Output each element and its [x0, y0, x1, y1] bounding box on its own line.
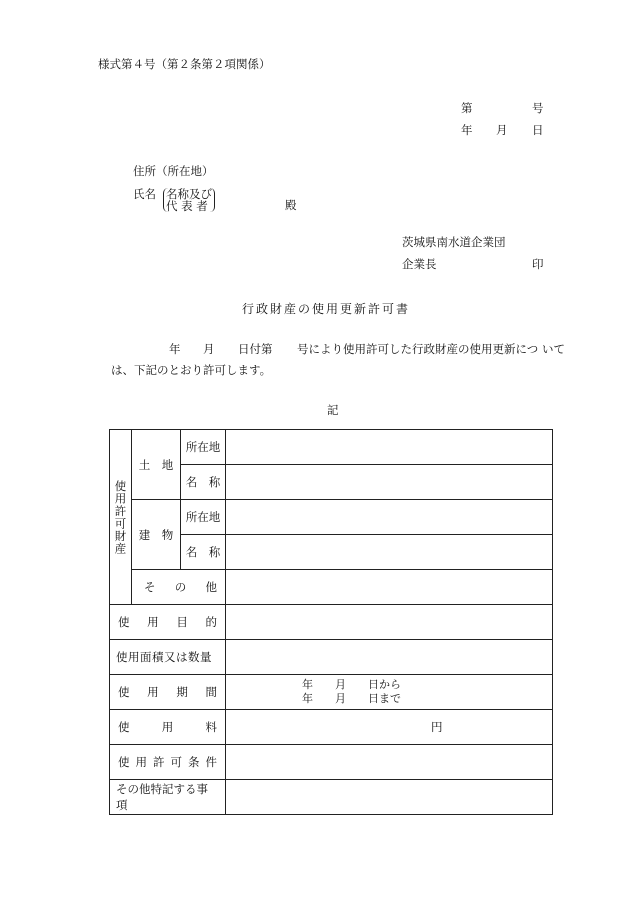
- land-location-label: 所在地: [185, 440, 221, 454]
- purpose-char-3: 目: [176, 615, 188, 629]
- building-location-value[interactable]: [226, 500, 553, 535]
- property-header-cell: [110, 430, 132, 605]
- name-sub-1: 名称及び: [166, 187, 212, 201]
- building-label: 建 物: [138, 527, 174, 542]
- table-row: [110, 430, 553, 465]
- period-char-2: 用: [147, 685, 159, 699]
- conditions-value[interactable]: [226, 745, 553, 780]
- land-cell: [132, 430, 181, 500]
- period-char-4: 間: [205, 685, 217, 699]
- body-month: 月: [203, 342, 215, 356]
- area-value[interactable]: [226, 640, 553, 675]
- name-label: 氏名: [133, 187, 156, 201]
- other-char-3: 他: [205, 580, 217, 594]
- purpose-value[interactable]: [226, 605, 553, 640]
- conditions-char-2: 用: [135, 755, 147, 769]
- table-row: [110, 605, 553, 640]
- purpose-label-cell: [110, 605, 226, 640]
- other-notes-label: その他特記する事項: [116, 782, 208, 812]
- land-location-value[interactable]: [226, 430, 553, 465]
- fee-value[interactable]: [226, 710, 553, 745]
- fee-char-1: 使: [118, 720, 130, 734]
- body-dated: 日付第: [238, 342, 273, 356]
- table-row: [110, 780, 553, 815]
- land-name-value[interactable]: [226, 465, 553, 500]
- body-year: 年: [169, 342, 181, 356]
- other-char-2: の: [174, 580, 187, 594]
- header-go: 号: [532, 101, 544, 115]
- area-label-cell: [110, 640, 226, 675]
- conditions-char-4: 可: [170, 755, 182, 769]
- table-row: [110, 675, 553, 710]
- address-label: 住所（所在地）: [133, 164, 214, 178]
- other-label-cell: [132, 570, 226, 605]
- building-cell: [132, 500, 181, 570]
- other-char-1: そ: [144, 580, 156, 594]
- land-name-label: 名 称: [185, 475, 221, 489]
- form-number: 様式第４号（第２条第２項関係）: [98, 57, 271, 71]
- issuer-seal: 印: [532, 257, 544, 271]
- table-row: [110, 745, 553, 780]
- honorific: 殿: [285, 198, 297, 212]
- period-value[interactable]: [226, 675, 553, 710]
- building-name-label-cell: [181, 535, 226, 570]
- period-char-3: 期: [176, 685, 188, 699]
- conditions-label-cell: [110, 745, 226, 780]
- land-location-label-cell: [181, 430, 226, 465]
- period-label-cell: [110, 675, 226, 710]
- land-name-label-cell: [181, 465, 226, 500]
- other-notes-value[interactable]: [226, 780, 553, 815]
- fee-char-3: 料: [205, 720, 217, 734]
- name-sub-2: 代 表 者: [166, 199, 208, 213]
- body-text-2: は、下記のとおり許可します。: [111, 363, 272, 377]
- header-dai: 第: [461, 101, 473, 115]
- fee-unit: 円: [431, 720, 443, 734]
- building-location-label-cell: [181, 500, 226, 535]
- other-notes-label-cell: [110, 780, 226, 815]
- purpose-char-4: 的: [205, 615, 217, 629]
- header-year: 年: [461, 123, 473, 137]
- table-row: [110, 500, 553, 535]
- period-from: 年 月 日から: [302, 678, 401, 691]
- fee-label-cell: [110, 710, 226, 745]
- issuer-org: 茨城県南水道企業団: [402, 235, 506, 249]
- period-char-1: 使: [118, 685, 130, 699]
- ki-heading: 記: [327, 403, 339, 417]
- table-row: [110, 570, 553, 605]
- name-sub-group: [163, 188, 215, 212]
- body-text-1: 号により使用許可した行政財産の使用更新につ: [297, 342, 539, 356]
- building-name-value[interactable]: [226, 535, 553, 570]
- permit-table: [109, 429, 553, 815]
- purpose-char-1: 使: [118, 615, 130, 629]
- issuer-title: 企業長: [402, 257, 437, 271]
- fee-char-2: 用: [161, 720, 174, 734]
- conditions-char-1: 使: [118, 755, 130, 769]
- area-label: 使用面積又は数量: [116, 650, 212, 664]
- table-row: [110, 640, 553, 675]
- land-label: 土 地: [138, 457, 174, 472]
- building-location-label: 所在地: [185, 510, 221, 524]
- purpose-char-2: 用: [147, 615, 159, 629]
- document-title: 行政財産の使用更新許可書: [242, 302, 411, 316]
- other-value[interactable]: [226, 570, 553, 605]
- header-month: 月: [496, 123, 508, 137]
- table-row: [110, 710, 553, 745]
- conditions-char-3: 許: [153, 755, 165, 769]
- period-to: 年 月 日まで: [302, 692, 401, 705]
- conditions-char-6: 件: [205, 755, 217, 769]
- building-name-label: 名 称: [185, 545, 221, 559]
- property-header: 使用許可財産: [113, 479, 128, 555]
- conditions-char-5: 条: [188, 755, 200, 769]
- body-text-1-end: いて: [542, 342, 565, 356]
- header-day: 日: [532, 123, 544, 137]
- name-sub-parenthesis: [163, 188, 215, 212]
